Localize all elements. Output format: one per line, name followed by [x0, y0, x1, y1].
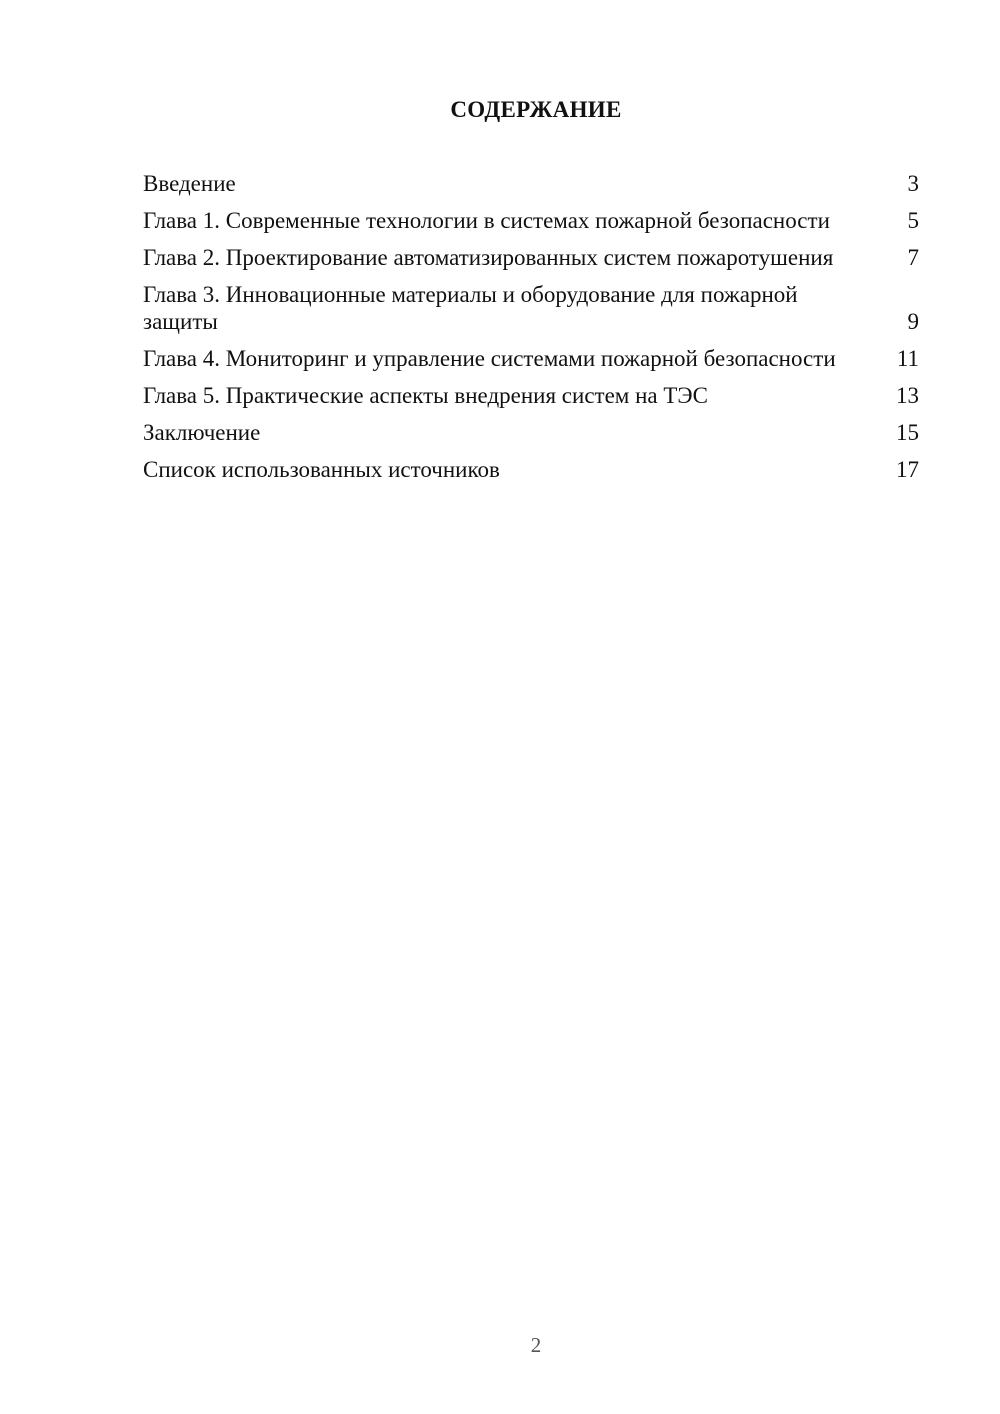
- page-number: 2: [530, 1333, 542, 1357]
- toc-title: СОДЕРЖАНИЕ: [450, 97, 622, 122]
- toc-entry-page: 11: [896, 346, 919, 371]
- toc-entry-introduction: [143, 170, 919, 197]
- toc-entry-chapter-2: [143, 244, 919, 271]
- toc-entry-chapter-5: [143, 382, 919, 409]
- toc-entry-text: Введение: [143, 171, 236, 196]
- toc-entry-chapter-4: [143, 345, 919, 372]
- toc-entry-text: Глава 5. Практические аспекты внедрения систем на ТЭС: [143, 383, 708, 408]
- toc-entry-text: Глава 2. Проектирование автоматизированных систем пожаротушения: [143, 245, 834, 270]
- toc-entry-text: Глава 3. Инновационные материалы и оборудование для пожарной защиты: [143, 282, 798, 334]
- toc-entry-page: 9: [907, 309, 919, 334]
- table-of-contents: [143, 170, 919, 493]
- toc-entry-page: 17: [896, 457, 919, 482]
- toc-entry-text: Список использованных источников: [143, 457, 500, 482]
- toc-entry-text: Глава 4. Мониторинг и управление системами пожарной безопасности: [143, 346, 836, 371]
- toc-entry-page: 3: [907, 171, 919, 196]
- toc-entry-page: 13: [896, 383, 919, 408]
- toc-entry-text: Заключение: [143, 420, 261, 445]
- toc-entry-text: Глава 1. Современные технологии в системах пожарной безопасности: [143, 208, 830, 233]
- toc-entry-conclusion: [143, 419, 919, 446]
- toc-entry-references: [143, 456, 919, 483]
- toc-entry-chapter-3: [143, 281, 919, 335]
- toc-entry-chapter-1: [143, 207, 919, 234]
- toc-entry-page: 5: [907, 208, 919, 233]
- toc-entry-page: 7: [907, 245, 919, 270]
- toc-entry-page: 15: [896, 420, 919, 445]
